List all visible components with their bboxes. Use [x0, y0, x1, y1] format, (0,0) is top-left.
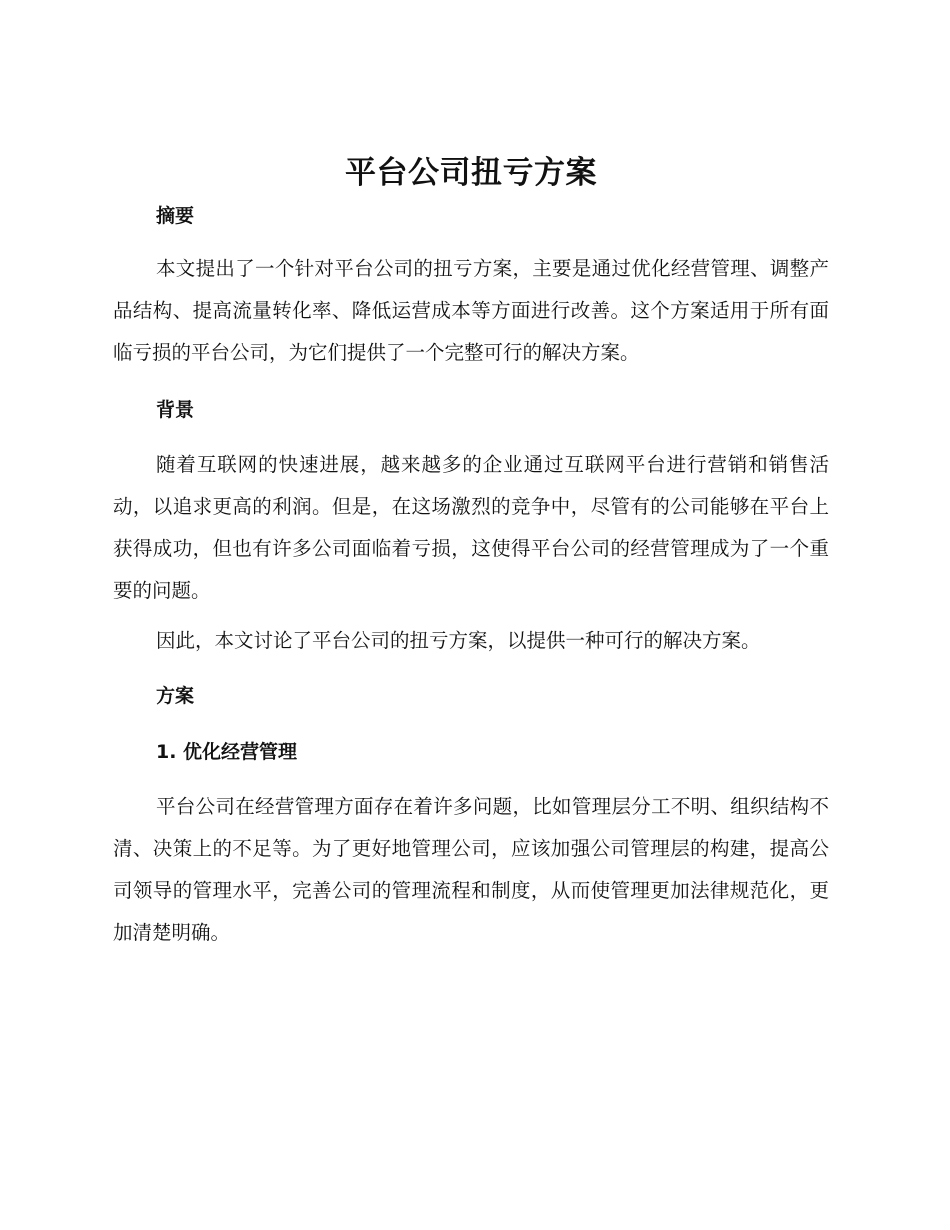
- section-heading-abstract: 摘要: [156, 205, 195, 227]
- abstract-paragraph: 本文提出了一个针对平台公司的扭亏方案，主要是通过优化经营管理、调整产品结构、提高流量转化率、降低运营成本等方面进行改善。这个方案适用于所有面临亏损的平台公司，为它们提供了一个完整可行的解决方案。: [113, 257, 829, 364]
- document-body: [113, 150, 829, 954]
- optimize-management-paragraph: 平台公司在经营管理方面存在着许多问题，比如管理层分工不明、组织结构不清、决策上的不足等。为了更好地管理公司，应该加强公司管理层的构建，提高公司领导的管理水平，完善公司的管理流程和制度，从而使管理更加法律规范化，更加清楚明确。: [113, 795, 829, 944]
- subsection-heading-optimize-management: 1. 优化经营管理: [156, 741, 298, 763]
- document-title: 平台公司扭亏方案: [345, 155, 597, 191]
- section-heading-background: 背景: [156, 399, 195, 421]
- background-paragraph-2: 因此，本文讨论了平台公司的扭亏方案，以提供一种可行的解决方案。: [156, 629, 761, 652]
- background-paragraph-1: 随着互联网的快速进展，越来越多的企业通过互联网平台进行营销和销售活动，以追求更高的利润。但是，在这场激烈的竞争中，尽管有的公司能够在平台上获得成功，但也有许多公司面临着亏损，这使得平台公司的经营管理成为了一个重要的问题。: [113, 453, 829, 602]
- section-heading-solution: 方案: [156, 685, 195, 707]
